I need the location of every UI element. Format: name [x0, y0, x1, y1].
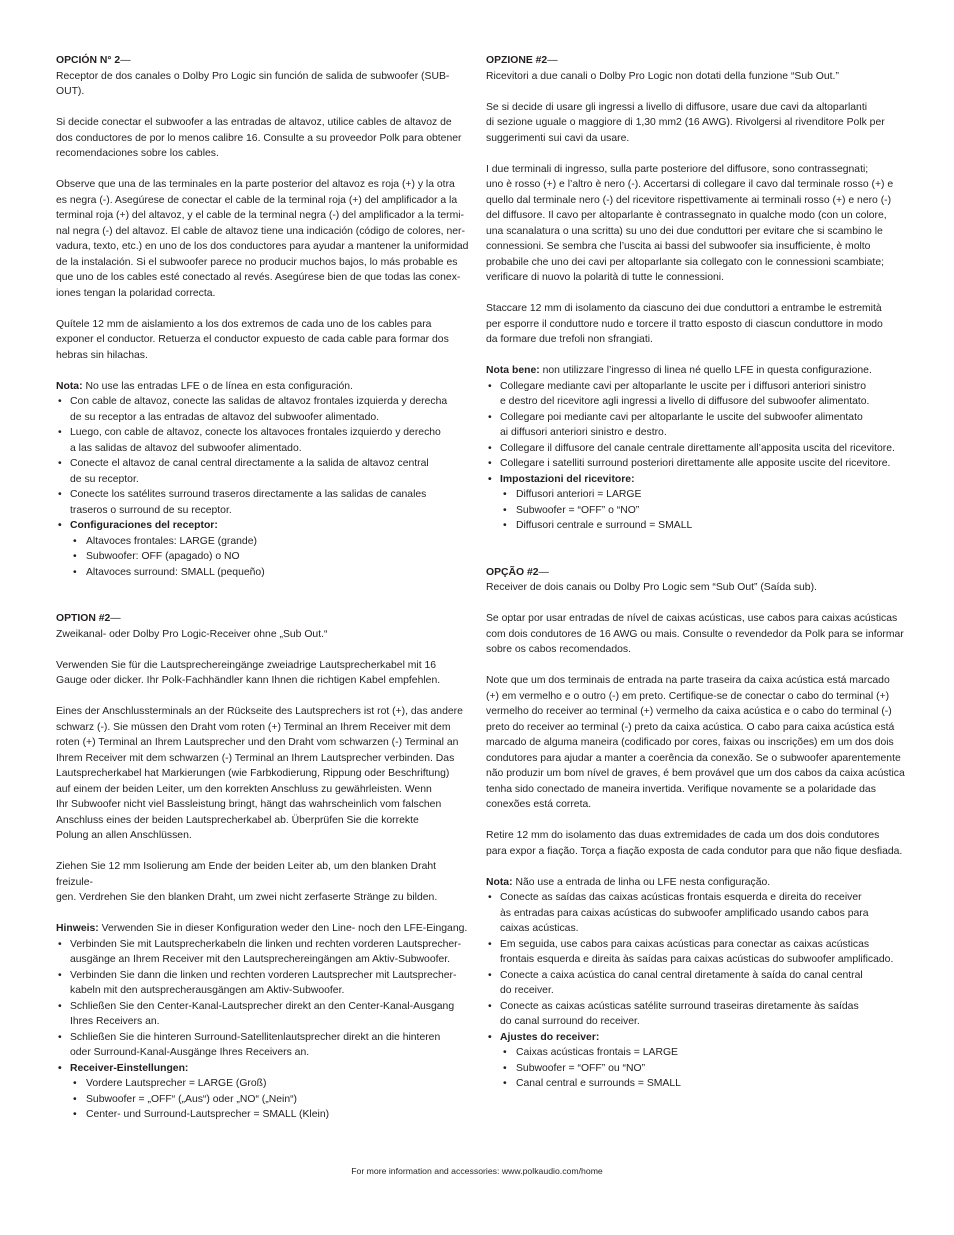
page-footer: For more information and accessories: www.polkaudio.com/home: [351, 1166, 603, 1176]
list-item: • Verbinden Sie dann die linken und rechten vorderen Lautsprecher mit Lautsprecher- kabeln mit den autsprecherausgängen am Aktiv-Subwoofer.: [56, 968, 474, 999]
left-column: [56, 53, 474, 1123]
list-item: • Verbinden Sie mit Lautsprecherkabeln die linken und rechten vorderen Lautsprecher- ausgänge an Ihrem Receiver mit den Lautsprechereingängen am Aktiv-Subwoofer.: [56, 937, 474, 968]
section-spanish: [56, 53, 474, 580]
list-item: • Vordere Lautsprecher = LARGE (Groß): [56, 1076, 474, 1092]
settings-list: [486, 487, 906, 534]
paragraph: Observe que una de las terminales en la parte posterior del altavoz es roja (+) y la otra es negra (-). Asegúrese de conectar el cable de la terminal roja (+) del amplificador a la terminal roja (+) del altavoz, y el cable de la terminal negra (-) del amplificador a la termi- nal negra (-) del altavoz. El cable de altavoz tiene una indicación (código de colores, ner- vadura, texto, etc.) en uno de los dos conductores para ayudar a mantener la uniformidad de la instalación. Si el subwoofer parece no producir muchos bajos, lo más probable es que uno de los cables esté conectado al revés. Asegúrese bien de que todas las conex- iones tengan la polaridad correcta.: [56, 179, 469, 299]
list-item: • Collegare mediante cavi per altoparlante le uscite per i diffusori anteriori sinistro e destro del ricevitore agli ingressi a livello di diffusore del subwoofer alimentato.: [486, 379, 906, 410]
list-item: • Subwoofer = “OFF” ou “NO”: [486, 1061, 906, 1077]
list-item: • Subwoofer = “OFF” o “NO”: [486, 503, 906, 519]
list-item: • Diffusori centrale e surround = SMALL: [486, 518, 906, 534]
settings-list: [486, 1045, 906, 1092]
instruction-list: [486, 379, 906, 488]
paragraph: Retire 12 mm do isolamento das duas extremidades de cada um dos dois condutores para expor a fiação. Torça a fiação exposta de cada condutor para que não fique desfiada.: [486, 830, 903, 857]
settings-list: [56, 534, 474, 581]
paragraph: Verwenden Sie für die Lautsprechereingänge zweiadrige Lautsprecherkabel mit 16 Gauge oder dicker. Ihr Polk-Fachhändler kann Ihnen die richtigen Kabel empfehlen.: [56, 659, 441, 686]
list-item: • Conecte as saídas das caixas acústicas frontais esquerda e direita do receiver às entradas para caixas acústicas do subwoofer amplificado usando cabos para caixas acústicas.: [486, 890, 906, 937]
paragraph: Staccare 12 mm di isolamento da ciascuno dei due conduttori a entrambe le estremità per esporre il conduttore nudo e torcere il tratto esposto di ciascun conduttore in modo da formare due trefoli non sfrangiati.: [486, 303, 883, 345]
list-item: • Caixas acústicas frontais = LARGE: [486, 1045, 906, 1061]
list-item: • Em seguida, use cabos para caixas acústicas para conectar as caixas acústicas frontais esquerda e direita às saídas para caixas acústicas do subwoofer amplificado.: [486, 937, 906, 968]
list-item: • Subwoofer = „OFF“ („Aus“) oder „NO“ („Nein“): [56, 1092, 474, 1108]
paragraph: Ziehen Sie 12 mm Isolierung am Ende der beiden Leiter ab, um den blanken Draht freizule- gen. Verdrehen Sie den blanken Draht, um zwei nicht zerfaserte Stränge zu bilden.: [56, 861, 438, 903]
settings-heading: • Receiver-Einstellungen:: [56, 1061, 474, 1077]
section-heading: OPZIONE #2—: [486, 55, 558, 66]
paragraph: Quítele 12 mm de aislamiento a los dos extremos de cada uno de los cables para exponer el conductor. Retuerza el conductor expuesto de cada cable para formar dos hebras sin hilachas.: [56, 318, 449, 361]
instruction-list: [486, 890, 906, 1045]
intro-text: Receptor de dos canales o Dolby Pro Logic sin función de salida de subwoofer (SUB-OUT).: [56, 70, 450, 97]
paragraph: Se si decide di usare gli ingressi a livello di diffusore, usare due cavi da altoparlanti di sezione uguale o maggiore di 1,30 mm2 (16 AWG). Rivolgersi al rivenditore Polk per suggerimenti sui cavi da usare.: [486, 101, 885, 144]
intro-text: Zweikanal- oder Dolby Pro Logic-Receiver ohne „Sub Out.“: [56, 628, 328, 640]
section-heading: OPCIÓN N° 2—: [56, 55, 131, 66]
instruction-list: [56, 937, 474, 1077]
paragraph: Eines der Anschlussterminals an der Rückseite des Lautsprechers ist rot (+), das andere schwarz (-). Sie müssen den Draht vom roten (+) Terminal an Ihrem Receiver mit dem roten (+) Terminal an Ihrem Lautsprecher und den Draht vom schwarzen (-) Terminal an Ihrem Receiver mit dem schwarzen (-) Terminal an Ihrem Lautsprecher verbinden. Das Lautsprecherkabel hat Markierungen (wie Farbkodierung, Rippung oder Beschriftung) auf einem der beiden Leiter, um den korrekten Anschluss zu gewährleisten. Wenn Ihr Subwoofer nicht viel Bassleistung bringt, hängt das wahrscheinlich vom falschen Anschluss eines der beiden Lautsprecherkabel ab. Überprüfen Sie die korrekte Polung an allen Anschlüssen.: [56, 706, 463, 841]
paragraph: Si decide conectar el subwoofer a las entradas de altavoz, utilice cables de altavoz de dos conductores de por lo menos calibre 16. Consulte a su proveedor Polk para obtener recomendaciones sobre los cables.: [56, 117, 462, 159]
list-item: • Diffusori anteriori = LARGE: [486, 487, 906, 503]
list-item: • Collegare poi mediante cavi per altoparlante le uscite del subwoofer alimentato ai diffusori anteriori sinistro e destro.: [486, 410, 906, 441]
list-item: • Conecte as caixas acústicas satélite surround traseiras diretamente às saídas do canal surround do receiver.: [486, 999, 906, 1030]
list-item: • Schließen Sie den Center-Kanal-Lautsprecher direkt an den Center-Kanal-Ausgang Ihres Receivers an.: [56, 999, 474, 1030]
paragraph: I due terminali di ingresso, sulla parte posteriore del diffusore, sono contrassegnati; uno è rosso (+) e l’altro è nero (-). Accertarsi di collegare il cavo dal terminale rosso (+) e quello dal terminale nero (-) del ricevitore rispettivamente ai terminali rosso (+) e nero (-) del diffusore. Il cavo per altoparlante è contrassegnato in qualche modo (con un colore, una scanalatura o una scritta) su uno dei due conduttori per evitare che si scambino le connessioni. Se sembra che l’uscita ai bassi del subwoofer sia insufficiente, è molto probabile che uno dei cavi per altoparlante sia collegato con le connessioni scambiate; verificare di nuovo la polarità di tutte le connessioni.: [486, 163, 894, 283]
instruction-list: [56, 394, 474, 534]
list-item: • Conecte el altavoz de canal central directamente a la salida de altavoz central de su receptor.: [56, 456, 474, 487]
settings-heading: • Configuraciones del receptor:: [56, 518, 474, 534]
settings-heading: • Ajustes do receiver:: [486, 1030, 906, 1046]
list-item: • Schließen Sie die hinteren Surround-Satellitenlautsprecher direkt an die hinteren oder Surround-Kanal-Ausgänge Ihres Receivers an.: [56, 1030, 474, 1061]
section-german: [56, 611, 474, 1123]
intro-text: Receiver de dois canais ou Dolby Pro Logic sem “Sub Out” (Saída sub).: [486, 582, 817, 593]
intro-text: Ricevitori a due canali o Dolby Pro Logic non dotati della funzione “Sub Out.”: [486, 70, 839, 82]
paragraph: Se optar por usar entradas de nível de caixas acústicas, use cabos para caixas acústicas com dois condutores de 16 AWG ou mais. Consulte o revendedor da Polk para se informar sobre os cabos recomendados.: [486, 613, 904, 655]
settings-list: [56, 1076, 474, 1123]
section-italian: [486, 53, 906, 534]
list-item: • Conecte a caixa acústica do canal central diretamente à saída do canal central do receiver.: [486, 968, 906, 999]
list-item: • Luego, con cable de altavoz, conecte los altavoces frontales izquierdo y derecho a las salidas de altavoz del subwoofer alimentado.: [56, 425, 474, 456]
section-heading: OPTION #2—: [56, 613, 121, 624]
list-item: • Altavoces frontales: LARGE (grande): [56, 534, 474, 550]
note: Nota: Não use a entrada de linha ou LFE nesta configuração.: [486, 876, 771, 888]
paragraph: Note que um dos terminais de entrada na parte traseira da caixa acústica está marcado (+) em vermelho e o outro (-) em preto. Certifique-se de conectar o cabo do terminal (+) vermelho do receiver ao terminal (+) vermelho da caixa acústica e o cabo do terminal (-) preto do receiver ao terminal (-) preto da caixa acústica. O cabo para caixa acústica está marcado de alguma maneira (codificado por cores, faixas ou inscrições) em um dos dois condutores para ajudar a manter a coerência da conexão. Se o subwoofer aparentemente não produzir um bom nível de graves, é bem provável que um dos cabos da caixa acústica tenha sido conectado de maneira invertida. Verifique novamente se a polaridade das conexões está correta.: [486, 675, 905, 810]
note: Hinweis: Verwenden Sie in dieser Konfiguration weder den Line- noch den LFE-Eingang.: [56, 923, 468, 934]
list-item: • Canal central e surrounds = SMALL: [486, 1076, 906, 1092]
settings-heading: • Impostazioni del ricevitore:: [486, 472, 906, 488]
note: Nota bene: non utilizzare l’ingresso di linea né quello LFE in questa configurazione.: [486, 365, 872, 376]
list-item: • Collegare il diffusore del canale centrale direttamente all’apposita uscita del ricevitore.: [486, 441, 906, 457]
section-heading: OPÇÃO #2—: [486, 566, 549, 578]
section-portuguese: [486, 565, 906, 1092]
list-item: • Conecte los satélites surround traseros directamente a las salidas de canales traseros o surround de su receptor.: [56, 487, 474, 518]
list-item: • Subwoofer: OFF (apagado) o NO: [56, 549, 474, 565]
list-item: • Altavoces surround: SMALL (pequeño): [56, 565, 474, 581]
note: Nota: No use las entradas LFE o de línea en esta configuración.: [56, 380, 353, 392]
list-item: • Collegare i satelliti surround posteriori direttamente alle apposite uscite del ricevitore.: [486, 456, 906, 472]
right-column: [486, 53, 906, 1092]
list-item: • Con cable de altavoz, conecte las salidas de altavoz frontales izquierda y derecha de su receptor a las entradas de altavoz del subwoofer alimentado.: [56, 394, 474, 425]
list-item: • Center- und Surround-Lautsprecher = SMALL (Klein): [56, 1107, 474, 1123]
